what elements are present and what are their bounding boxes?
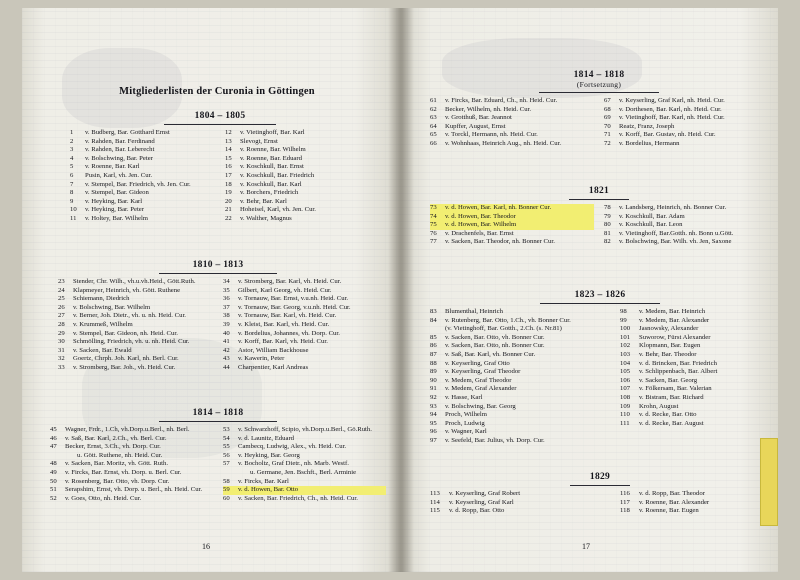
list-item: 41 v. Korff, Bar. Karl, vh. Heid. Cur. — [223, 338, 328, 346]
section-heading: 1804 – 1805 — [194, 111, 246, 121]
list-item: 14 v. Roenne, Bar. Wilhelm — [225, 146, 306, 154]
section-heading: 1821 — [588, 186, 610, 196]
list-item: 46 v. Saß, Bar. Karl, 2.Ch., vh. Berl. Cur. — [50, 434, 167, 442]
list-item: 30 Schmölling, Friedrich, vh. u. nh. Heid. Cur. — [58, 338, 190, 346]
list-item: 104 v. d. Brincken, Bar. Friedrich — [620, 359, 717, 367]
list-item: 65 v. Torckl, Hermann, nh. Heid. Cur. — [430, 131, 538, 139]
list-item: 34 v. Stromberg, Bar. Karl, vh. Heid. Cur. — [223, 278, 342, 285]
list-item: 109 Krohn, August — [620, 402, 679, 410]
list-item: 7 v. Stempel, Bar. Friedrich, vh. Jen. Cur. — [70, 180, 191, 188]
book-spread — [22, 8, 778, 572]
list-item: 18 v. Koschkull, Bar. Karl — [225, 180, 302, 188]
list-item-highlighted: 74 v. d. Howen, Bar. Theodor — [430, 213, 594, 222]
list-item: 6 Pusin, Karl, vh. Jen. Cur. — [70, 171, 153, 179]
page-number-right: 17 — [582, 542, 590, 551]
section-column-1 — [430, 97, 594, 149]
list-item: 52 v. Goes, Otto, nh. Heid. Cur. — [50, 494, 142, 502]
list-item: 110 v. d. Recke, Bar. Otto — [620, 411, 697, 419]
section-heading-label: 1814 – 1818 — [573, 70, 625, 80]
list-item-highlighted: 75 v. d. Howen, Bar. Wilhelm — [430, 221, 594, 230]
list-item-highlighted: 59 v. d. Howen, Bar. Otto — [223, 486, 386, 495]
list-item: 118 v. Roenne, Bar. Eugen — [620, 507, 699, 515]
list-item: 63 v. Grotthuß, Bar. Jeannot — [430, 114, 512, 122]
list-item: 19 v. Borchers, Friedrich — [225, 189, 299, 197]
list-item: 15 v. Roenne, Bar. Eduard — [225, 154, 302, 162]
list-item: 9 v. Heyking, Bar. Karl — [70, 197, 143, 205]
list-item: 94 Proch, Wilhelm — [430, 411, 487, 419]
bookmark-tab — [760, 438, 778, 526]
list-item: 10 v. Heyking, Bar. Peter — [70, 206, 144, 214]
section-column-2 — [604, 204, 768, 247]
list-item: 80 v. Koschkull, Bar. Leon — [604, 221, 683, 229]
list-item: 76 v. Drachenfels, Bar. Ernst — [430, 229, 514, 237]
list-item: 25 Schiemann, Diedrich — [58, 295, 130, 303]
heading-rule — [540, 303, 660, 304]
list-item: 100 Jasnowsky, Alexander — [620, 325, 699, 333]
heading-rule — [569, 199, 629, 200]
list-item: 108 v. Bistram, Bar. Richard — [620, 393, 704, 401]
list-item: 51 Serapshim, Ernst, vh. Dorp. u. Berl., nh. Heid. Cur. — [50, 486, 203, 494]
list-item: 97 v. Seefeld, Bar. Julius, vh. Dorp. Cur. — [430, 436, 545, 444]
list-item: 116 v. d. Ropp, Bar. Theodor — [620, 490, 705, 497]
list-item: 56 v. Heyking, Bar. Georg — [223, 451, 300, 459]
section-column-1 — [430, 204, 594, 247]
list-item: 48 v. Sacken, Bar. Moritz, vh. Gött. Ruth. — [50, 460, 169, 468]
list-item: 114 v. Keyserling, Graf Karl — [430, 498, 514, 506]
list-item-continuation: (v. Vietinghoff, Bar. Gotth., 2.Ch. (s. Nr.81) — [445, 325, 562, 333]
list-item: 81 v. Vietinghoff, Bar.Gotth. nh. Bonn u.Gött. — [604, 229, 734, 237]
section-1823-1826 — [430, 290, 770, 446]
list-item: 38 v. Tornauw, Bar. Karl, vh. Heid. Cur. — [223, 312, 337, 320]
list-item: 88 v. Keyserling, Graf Otto — [430, 359, 510, 367]
list-item: 71 v. Korff, Bar. Gustav, nh. Heid. Cur. — [604, 131, 716, 139]
list-item: 12 v. Vietinghoff, Bar. Karl — [225, 129, 305, 136]
heading-rule — [539, 92, 659, 93]
list-item: 37 v. Tornauw, Bar. Georg, v.u.nh. Heid. Cur. — [223, 303, 351, 311]
list-item: 57 v. Bocholtz, Graf Dietr., nh. Marb. Westf. — [223, 460, 349, 468]
list-item: 99 v. Medem, Bar. Alexander — [620, 316, 710, 324]
list-item: 11 v. Holtey, Bar. Wilhelm — [70, 214, 149, 222]
section-1821 — [430, 186, 768, 247]
list-item: 92 v. Hasse, Karl — [430, 393, 483, 401]
section-1814-1818-continued — [430, 70, 768, 149]
section-column-2 — [620, 490, 770, 516]
list-item: 70 Reatz, Franz, Joseph — [604, 122, 675, 130]
list-item: 77 v. Sacken, Bar. Theodor, nh. Bonner Cur. — [430, 238, 555, 246]
list-item: 111 v. d. Recke, Bar. August — [620, 419, 704, 427]
page-number-left: 16 — [202, 542, 210, 551]
list-item: 4 v. Bolschwing, Bar. Peter — [70, 154, 153, 162]
list-item: 102 Klopmann, Bar. Eugen — [620, 342, 701, 350]
list-item-highlighted: 73 v. d. Howen, Bar. Karl, nh. Bonner Cur. — [430, 204, 594, 213]
list-item: 49 v. Fircks, Bar. Ernst, vh. Dorp. u. Berl. Cur. — [50, 468, 182, 476]
list-item: 93 v. Bolschwing, Bar. Georg — [430, 402, 516, 410]
list-item: 39 v. Kleist, Bar. Karl, vh. Heid. Cur. — [223, 320, 330, 328]
list-item: 69 v. Vietinghoff, Bar. Karl, nh. Heid. Cur. — [604, 114, 725, 122]
list-item: 43 v. Kawerin, Peter — [223, 355, 285, 363]
list-item: 17 v. Koschkull, Bar. Friedrich — [225, 171, 315, 179]
section-heading — [430, 70, 768, 89]
list-item: 91 v. Medem, Graf Alexander — [430, 385, 517, 393]
list-item: 98 v. Medem, Bar. Heinrich — [620, 308, 706, 315]
list-item: 54 v. d. Launitz, Eduard — [223, 434, 295, 442]
list-item: 53 v. Schwarzhoff, Scipio, vh.Dorp.u.Berl., Gö.Ruth. — [223, 426, 372, 433]
list-item: 45 Wagner, Frdr., 1.Ch, vh.Dorp.u.Berl., nh. Berl. — [50, 426, 190, 433]
section-heading-continued: (Fortsetzung) — [576, 80, 622, 89]
list-item: 86 v. Sacken, Bar. Otto, nh. Bonner Cur. — [430, 342, 545, 350]
list-item: 68 v. Dorthesen, Bar. Karl, nh. Heid. Cur. — [604, 105, 722, 113]
list-item: 107 v. Fölkersam, Bar. Valerian — [620, 385, 712, 393]
list-item: 47 Becker, Ernst, 3.Ch., vh. Dorp. Cur. — [50, 443, 161, 451]
list-item: 2 v. Rahden, Bar. Ferdinand — [70, 137, 155, 145]
list-item: 31 v. Sacken, Bar. Ewald — [58, 346, 132, 354]
list-item-continuation: u. Germane, Jen. Bschft., Berl. Arminie — [250, 468, 357, 476]
list-item: 61 v. Fircks, Bar. Eduard, Ch., nh. Heid. Cur. — [430, 97, 558, 104]
list-item: 84 v. Rutenberg, Bar. Otto, 1.Ch., vh. Bonner Cur. — [430, 316, 571, 324]
list-item: 85 v. Sacken, Bar. Otto, vh. Bonner Cur. — [430, 333, 545, 341]
list-item: 83 Blumenthal, Heinrich — [430, 308, 503, 315]
list-item: 3 v. Rahden, Bar. Leberecht — [70, 146, 155, 154]
list-item: 50 v. Rosenberg, Bar. Otto, vh. Dorp. Cur. — [50, 477, 170, 485]
list-item: 13 Slevogt, Ernst — [225, 137, 278, 145]
list-item: 115 v. d. Ropp, Bar. Otto — [430, 507, 505, 515]
list-item: 42 Astor, William Backhouse — [223, 346, 309, 354]
list-item: 44 Charpentier, Karl Andreas — [223, 363, 309, 371]
list-item: 22 v. Walther, Magnus — [225, 214, 292, 222]
list-item-continuation: u. Gött. Ruthene, nh. Heid. Cur. — [77, 451, 163, 459]
list-item: 106 v. Sacken, Bar. Georg — [620, 376, 698, 384]
list-item: 117 v. Roenne, Bar. Alexander — [620, 498, 710, 506]
section-heading: 1829 — [589, 472, 611, 482]
list-item: 113 v. Keyserling, Graf Robert — [430, 490, 521, 497]
list-item: 72 v. Bordelius, Hermann — [604, 139, 680, 147]
list-item: 27 v. Berner, Joh. Dietr., vh. u. nh. Heid. Cur. — [58, 312, 186, 320]
list-item: 21 Hoheisel, Karl, vh. Jen. Cur. — [225, 206, 316, 214]
list-item: 103 v. Behr, Bar. Theodor — [620, 350, 697, 358]
section-heading: 1810 – 1813 — [192, 260, 244, 270]
list-item: 60 v. Sacken, Bar. Friedrich, Ch., nh. Heid. Cur. — [223, 494, 358, 502]
list-item: 5 v. Roenne, Bar. Karl — [70, 163, 140, 171]
list-item: 23 Stender, Chr. Wilh., vh.u.vh.Heid., Gött.Ruth. — [58, 278, 196, 285]
list-item: 101 Suworow, Fürst Alexander — [620, 333, 711, 341]
list-item: 16 v. Koschkull, Bar. Ernst — [225, 163, 304, 171]
list-item: 95 Proch, Ludwig — [430, 419, 485, 427]
list-item: 28 v. Krummeß, Wilhelm — [58, 320, 133, 328]
list-item: 82 v. Bolschwing, Bar. Wilh. vh. Jen, Saxone — [604, 238, 732, 246]
right-page-content — [22, 8, 778, 572]
list-item: 89 v. Keyserling, Graf Theodor — [430, 368, 521, 376]
section-heading: 1814 – 1818 — [192, 408, 244, 418]
list-item: 66 v. Wohnhaas, Heinrich Aug., nh. Heid. Cur. — [430, 139, 562, 147]
list-item: 79 v. Koschkull, Bar. Adam — [604, 212, 685, 220]
section-column-2 — [620, 308, 770, 446]
list-item: 40 v. Bordelius, Johannes, vh. Dorp. Cur. — [223, 329, 340, 337]
list-item: 78 v. Landsberg, Heinrich, nh. Bonner Cur. — [604, 204, 727, 211]
list-item: 32 Goertz, Chrph. Joh. Karl, nh. Berl. Cur. — [58, 355, 179, 363]
page-title: Mitgliederlisten der Curonia in Göttingen — [119, 86, 315, 97]
list-item: 26 v. Bolschwing, Bar. Wilhelm — [58, 303, 151, 311]
list-item: 105 v. Schlippenbach, Bar. Albert — [620, 368, 718, 376]
section-column-1 — [430, 490, 610, 516]
list-item: 67 v. Keyserling, Graf Karl, nh. Heid. Cur. — [604, 97, 725, 104]
list-item: 1 v. Budberg, Bar. Gotthard Ernst — [70, 129, 170, 136]
list-item: 62 Becker, Wilhelm, nh. Heid. Cur. — [430, 105, 532, 113]
heading-rule — [570, 485, 630, 486]
list-item: 36 v. Tornauw, Bar. Ernst, v.u.nh. Heid. Cur. — [223, 295, 349, 303]
section-heading: 1823 – 1826 — [574, 290, 626, 300]
list-item: 55 Cambecq, Ludwig, Alex., vh. Heid. Cur. — [223, 443, 347, 451]
list-item: 58 v. Fircks, Bar. Karl — [223, 477, 289, 485]
list-item: 20 v. Behr, Bar. Karl — [225, 197, 287, 205]
list-item: 33 v. Stromberg, Bar. Joh., vh. Heid. Cur. — [58, 363, 176, 371]
list-item: 90 v. Medem, Graf Theodor — [430, 376, 512, 384]
list-item: 24 Klapmeyer, Heinrich, vh. Gött. Ruthene — [58, 286, 181, 294]
list-item: 96 v. Wagner, Karl — [430, 428, 487, 436]
list-item: 29 v. Stempel, Bar. Gideon, nh. Heid. Cur. — [58, 329, 178, 337]
list-item: 87 v. Saß, Bar. Karl, vh. Bonner Cur. — [430, 350, 536, 358]
list-item: 8 v. Stempel, Bar. Gideon — [70, 189, 149, 197]
section-column-1 — [430, 308, 610, 446]
list-item: 35 Gilbert, Karl Georg, vh. Heid. Cur. — [223, 286, 332, 294]
section-1829 — [430, 472, 770, 516]
list-item: 64 Kupffer, August, Ernst — [430, 122, 506, 130]
section-column-2 — [604, 97, 768, 149]
